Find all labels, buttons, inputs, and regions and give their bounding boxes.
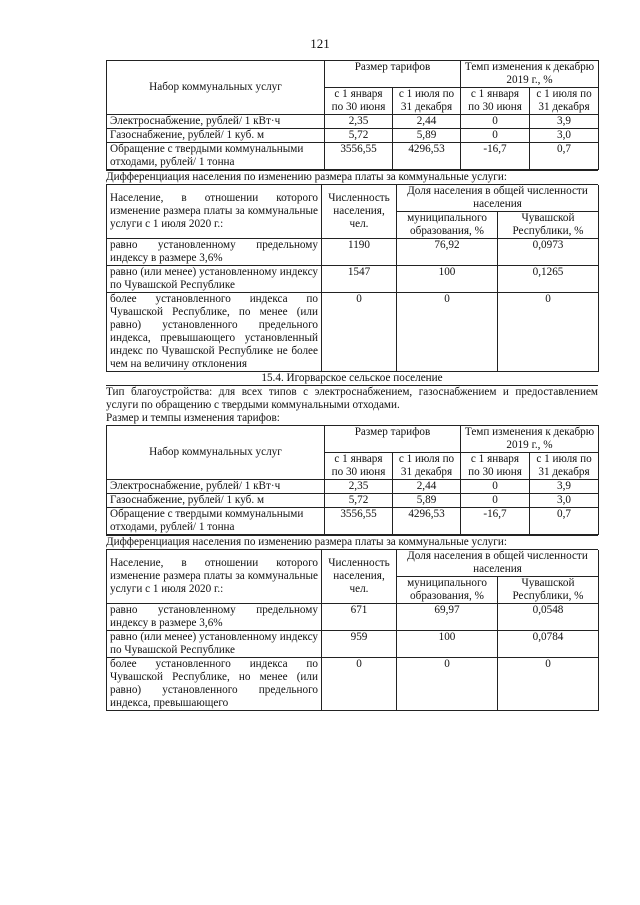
rate-value: 3,9 — [530, 480, 599, 494]
group-label: равно (или менее) установленному индексу по Чувашской Республике — [107, 631, 322, 658]
rate-value: 0 — [461, 115, 530, 129]
group-municipal-share: 76,92 — [397, 239, 498, 266]
tariff-value: 3556,55 — [325, 508, 393, 535]
republic-header: Чувашской Республики, % — [498, 577, 599, 604]
tariff-value: 4296,53 — [393, 508, 461, 535]
document-body — [106, 60, 598, 711]
count-header: Численность населения, чел. — [322, 185, 397, 239]
rates-title: Размер и темпы изменения тарифов: — [106, 412, 280, 424]
tariff-value: 2,35 — [325, 480, 393, 494]
table-row — [107, 631, 599, 658]
group-count: 0 — [322, 293, 397, 372]
tariff-value: 2,35 — [325, 115, 393, 129]
population-header: Население, в отношении которого изменение размера платы за коммунальные услуги с 1 июля 2020 г.: — [107, 550, 322, 604]
group-count: 0 — [322, 658, 397, 711]
rate-value: 3,9 — [530, 115, 599, 129]
page-number: 121 — [310, 36, 330, 51]
tariff-name: Электроснабжение, рублей/ 1 кВт·ч — [107, 115, 325, 129]
group-count: 1547 — [322, 266, 397, 293]
group-label: равно (или менее) установленному индексу по Чувашской Республике — [107, 266, 322, 293]
change-rate-header: Темп изменения к декабрю 2019 г., % — [461, 61, 599, 88]
services-header: Набор коммунальных услуг — [107, 426, 325, 480]
group-republic-share: 0,0973 — [498, 239, 599, 266]
period-header: с 1 января по 30 июня — [461, 453, 530, 480]
rate-value: 3,0 — [530, 129, 599, 143]
group-municipal-share: 0 — [397, 658, 498, 711]
count-header: Численность населения, чел. — [322, 550, 397, 604]
rate-value: 0 — [461, 129, 530, 143]
tariff-value: 4296,53 — [393, 143, 461, 170]
group-municipal-share: 0 — [397, 293, 498, 372]
share-header: Доля населения в общей численности населения — [397, 550, 599, 577]
group-municipal-share: 100 — [397, 631, 498, 658]
tariff-name: Газоснабжение, рублей/ 1 куб. м — [107, 129, 325, 143]
tariff-name: Обращение с твердыми коммунальными отходами, рублей/ 1 тонна — [107, 508, 325, 535]
group-label: равно установленному предельному индексу в размере 3,6% — [107, 239, 322, 266]
rate-value: 0 — [461, 480, 530, 494]
table-row — [107, 115, 599, 129]
section-title: 15.4. Игорварское сельское поселение — [106, 372, 598, 386]
differentiation-title: Дифференциация населения по изменению размера платы за коммунальные услуги: — [106, 170, 598, 185]
rate-value: -16,7 — [461, 508, 530, 535]
table-row — [107, 494, 599, 508]
table-row — [107, 129, 599, 143]
tariff-name: Электроснабжение, рублей/ 1 кВт·ч — [107, 480, 325, 494]
republic-header: Чувашской Республики, % — [498, 212, 599, 239]
group-republic-share: 0,1265 — [498, 266, 599, 293]
group-republic-share: 0 — [498, 658, 599, 711]
tariff-name: Обращение с твердыми коммунальными отходами, рублей/ 1 тонна — [107, 143, 325, 170]
group-count: 671 — [322, 604, 397, 631]
group-label: равно установленному предельному индексу в размере 3,6% — [107, 604, 322, 631]
differentiation-title: Дифференциация населения по изменению размера платы за коммунальные услуги: — [106, 535, 598, 550]
tariff-size-header: Размер тарифов — [325, 426, 461, 453]
group-republic-share: 0,0784 — [498, 631, 599, 658]
table-row — [107, 604, 599, 631]
table-row — [107, 266, 599, 293]
period-header: с 1 января по 30 июня — [461, 88, 530, 115]
tariff-value: 2,44 — [393, 115, 461, 129]
group-count: 1190 — [322, 239, 397, 266]
group-municipal-share: 100 — [397, 266, 498, 293]
table-row — [107, 239, 599, 266]
rate-value: -16,7 — [461, 143, 530, 170]
period-header: с 1 июля по 31 декабря — [530, 453, 599, 480]
amenity-type-text: Тип благоустройства: для всех типов с электроснабжением, газоснабжением и предоставлением услуги по обращению с твердыми коммунальными отходами. — [106, 386, 598, 411]
table-row — [107, 143, 599, 170]
rate-value: 0,7 — [530, 143, 599, 170]
group-label: более установленного индекса по Чувашской Республике, но менее (или равно) установленного предельного индекса, превышающего — [107, 658, 322, 711]
group-republic-share: 0 — [498, 293, 599, 372]
municipal-header: муниципального образования, % — [397, 577, 498, 604]
change-rate-header: Темп изменения к декабрю 2019 г., % — [461, 426, 599, 453]
tariff-size-header: Размер тарифов — [325, 61, 461, 88]
period-header: с 1 июля по 31 декабря — [393, 453, 461, 480]
tariff-table-1 — [106, 60, 599, 170]
differentiation-table-2 — [106, 550, 599, 711]
rate-value: 0 — [461, 494, 530, 508]
group-municipal-share: 69,97 — [397, 604, 498, 631]
group-republic-share: 0,0548 — [498, 604, 599, 631]
services-header: Набор коммунальных услуг — [107, 61, 325, 115]
period-header: с 1 июля по 31 декабря — [393, 88, 461, 115]
group-label: более установленного индекса по Чувашской Республике, по менее (или равно) установленного предельного индекса, превышающего установленный индекс по Чувашской Республике не более чем на величину отклонения — [107, 293, 322, 372]
tariff-value: 2,44 — [393, 480, 461, 494]
tariff-table-2 — [106, 425, 599, 535]
period-header: с 1 января по 30 июня — [325, 88, 393, 115]
tariff-value: 5,72 — [325, 494, 393, 508]
tariff-value: 5,72 — [325, 129, 393, 143]
group-count: 959 — [322, 631, 397, 658]
municipal-header: муниципального образования, % — [397, 212, 498, 239]
tariff-value: 3556,55 — [325, 143, 393, 170]
tariff-value: 5,89 — [393, 494, 461, 508]
table-row — [107, 508, 599, 535]
period-header: с 1 января по 30 июня — [325, 453, 393, 480]
period-header: с 1 июля по 31 декабря — [530, 88, 599, 115]
tariff-value: 5,89 — [393, 129, 461, 143]
rate-value: 3,0 — [530, 494, 599, 508]
differentiation-table-1 — [106, 185, 599, 372]
table-row — [107, 293, 599, 372]
rate-value: 0,7 — [530, 508, 599, 535]
share-header: Доля населения в общей численности населения — [397, 185, 599, 212]
population-header: Население, в отношении которого изменение размера платы за коммунальные услуги с 1 июля 2020 г.: — [107, 185, 322, 239]
tariff-name: Газоснабжение, рублей/ 1 куб. м — [107, 494, 325, 508]
table-row — [107, 480, 599, 494]
table-row — [107, 658, 599, 711]
